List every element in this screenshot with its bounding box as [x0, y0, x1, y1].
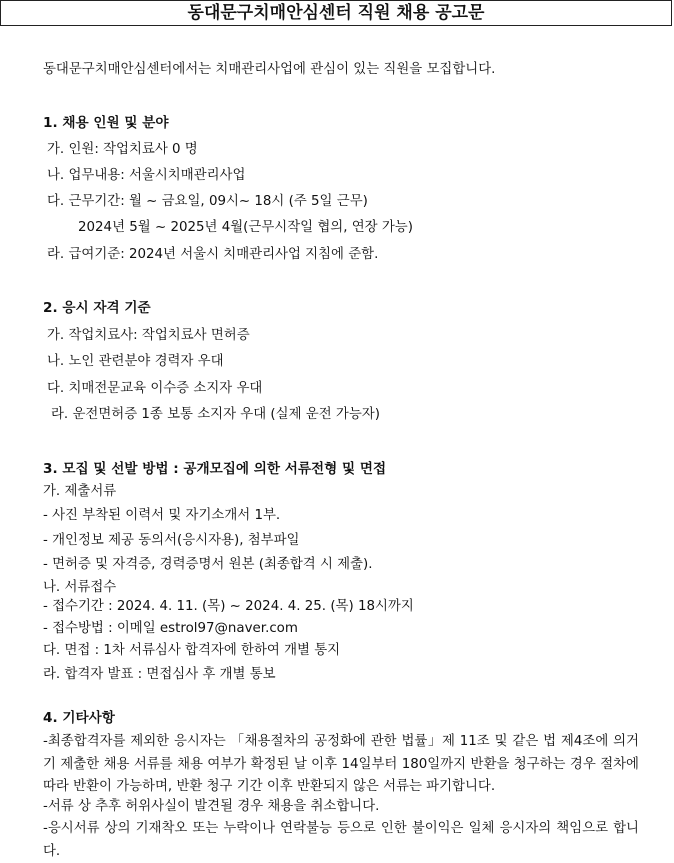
section-4-heading: 4. 기타사항 — [43, 710, 115, 726]
list-item: 나. 업무내용: 서울시치매관리사업 — [47, 168, 246, 183]
notice-paragraph: -서류 상 추후 허위사실이 발견될 경우 채용을 취소합니다. — [43, 799, 380, 814]
section-3-heading: 3. 모집 및 선발 방법 : 공개모집에 의한 서류전형 및 면접 — [43, 461, 387, 477]
list-item: 다. 면접 : 1차 서류심사 합격자에 한하여 개별 통지 — [43, 643, 341, 658]
page-title: 동대문구치매안심센터 직원 채용 공고문 — [0, 0, 672, 26]
list-item: 라. 운전면허증 1종 보통 소지자 우대 (실제 운전 가능자) — [51, 407, 380, 422]
list-item: - 면허증 및 자격증, 경력증명서 원본 (최종합격 시 제출). — [43, 557, 373, 572]
list-item: - 개인정보 제공 동의서(응시자용), 첨부파일 — [43, 533, 300, 548]
list-item: 2024년 5월 ~ 2025년 4월(근무시작일 협의, 연장 가능) — [78, 220, 413, 235]
list-item: 나. 서류접수 — [43, 580, 117, 595]
intro-text: 동대문구치매안심센터에서는 치매관리사업에 관심이 있는 직원을 모집합니다. — [43, 62, 496, 77]
list-item: 가. 인원: 작업치료사 0 명 — [47, 142, 198, 157]
list-item: - 사진 부착된 이력서 및 자기소개서 1부. — [43, 508, 281, 523]
notice-paragraph: -응시서류 상의 기재착오 또는 누락이나 연락불능 등으로 인한 불이익은 일체 응시자의 책임으로 합니다. — [43, 821, 639, 859]
list-item: - 접수기간 : 2024. 4. 11. (목) ~ 2024. 4. 25. (목) 18시까지 — [43, 599, 414, 614]
list-item: 라. 급여기준: 2024년 서울시 치매관리사업 지침에 준함. — [47, 247, 379, 262]
list-item: 가. 제출서류 — [43, 484, 117, 499]
list-item: 나. 노인 관련분야 경력자 우대 — [47, 354, 224, 369]
list-item: 가. 작업치료사: 작업치료사 면허증 — [47, 328, 250, 343]
section-2-heading: 2. 응시 자격 기준 — [43, 300, 151, 316]
list-item: - 접수방법 : 이메일 estrol97@naver.com — [43, 621, 298, 636]
section-1-heading: 1. 채용 인원 및 분야 — [43, 115, 169, 131]
list-item: 다. 치매전문교육 이수증 소지자 우대 — [47, 381, 263, 396]
list-item: 다. 근무기간: 월 ~ 금요일, 09시~ 18시 (주 5일 근무) — [47, 194, 368, 209]
notice-paragraph: -최종합격자를 제외한 응시자는 「채용절차의 공정화에 관한 법률」제 11조 및 같은 법 제4조에 의거 기 제출한 채용 서류를 채용 여부가 확정된 날 이후 14일부터 180일까지 반환을 청구하는 경우 절차에 따라 반환이 가능하며, 반환 청구 기간 이후 반환되지 않은 서류는 파기합니다. — [43, 734, 639, 794]
list-item: 라. 합격자 발표 : 면접심사 후 개별 통보 — [43, 667, 276, 682]
